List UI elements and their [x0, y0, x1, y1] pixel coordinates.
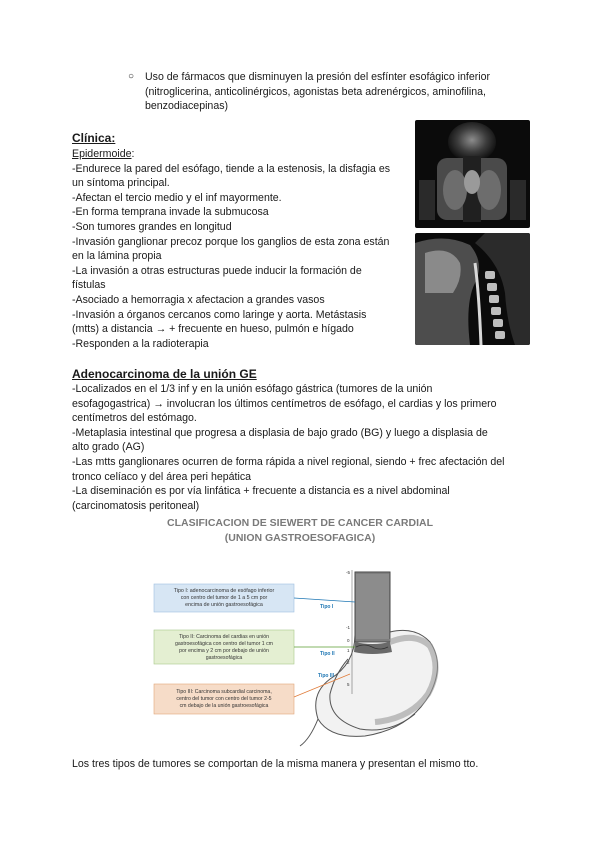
- scale-tick: 0: [347, 638, 350, 643]
- tipo3-label: Tipo III: [318, 673, 335, 679]
- tipo2-box-line: gastroesofágica con centro del tumor 1 cm: [174, 641, 274, 647]
- tipo2-box-line: gastroesofágica: [205, 655, 243, 661]
- tipo1-box-line: con centro del tumor de 1 a 5 cm por: [180, 595, 268, 601]
- tipo1-label: Tipo I: [320, 604, 334, 610]
- adenocarcinoma-heading: Adenocarcinoma de la unión GE: [72, 367, 257, 381]
- mri-coronal-image: [415, 120, 530, 228]
- adeno-line: -Las mtts ganglionares ocurren de forma rápida a nivel regional, siendo + frec afectación del: [72, 455, 505, 468]
- scale-tick: -1: [346, 625, 351, 630]
- scale-tick: -5: [346, 570, 351, 575]
- epidermoide-label: Epidermoide: [72, 148, 132, 160]
- adeno-line: (carcinomatosis peritoneal): [72, 499, 200, 512]
- clinica-line: -Invasión ganglionar precoz porque los ganglios de esta zona están: [72, 235, 390, 248]
- bullet-line: (nitroglicerina, anticolinérgicos, agonistas beta adrenérgicos, aminofilina,: [145, 85, 486, 98]
- clinica-section: [72, 131, 390, 351]
- bullet-marker: ○: [128, 71, 135, 82]
- bullet-line: Uso de fármacos que disminuyen la presión del esfínter esofágico inferior: [145, 71, 491, 83]
- clinica-line: -Afectan el tercio medio y el inf mayormente.: [72, 191, 282, 204]
- adeno-line: centímetros del estómago.: [72, 412, 197, 425]
- tipo2-label: Tipo II: [320, 651, 335, 657]
- clinica-line: fístulas: [72, 279, 106, 292]
- clinica-line: (mtts) a distancia → + frecuente en hueso, pulmón e hígado: [72, 323, 354, 336]
- clinica-line: en la lámina propia: [72, 250, 162, 263]
- adeno-line: alto grado (AG): [72, 441, 145, 454]
- tipo2-box-line: por encima y 2 cm por debajo de unión: [179, 648, 269, 654]
- clinica-line: -La invasión a otras estructuras puede inducir la formación de: [72, 264, 362, 277]
- clinica-line: -En forma temprana invade la submucosa: [72, 206, 269, 219]
- mri-sagittal-image: [415, 233, 530, 345]
- tipo1-box-line: Tipo I: adenocarcinoma de esófago inferior: [173, 588, 275, 594]
- scale-tick: 5: [347, 682, 350, 687]
- scale-tick: 1: [347, 648, 350, 653]
- clinica-line: -Asociado a hemorragia x afectacion a grandes vasos: [72, 293, 325, 306]
- tipo3-box-line: cm debajo de la unión gastroesofágica: [179, 703, 269, 709]
- clinica-line: -Invasión a órganos cercanos como laringe y aorta. Metástasis: [72, 308, 367, 321]
- closing-sentence: Los tres tipos de tumores se comportan de la misma manera y presentan el mismo tto.: [72, 758, 479, 770]
- tipo3-box-line: Tipo III: Carcinoma subcardial carcinoma,: [176, 689, 272, 695]
- epidermoide-subheading: [72, 147, 390, 162]
- bullet-line: benzodiacepinas): [145, 100, 229, 113]
- adeno-line: esofagogastrica) → involucran los últimos centímetros de esófago, el cardias y los primero: [72, 397, 497, 410]
- epidermoide-colon: :: [131, 148, 135, 160]
- clinica-line: -Endurece la pared del esófago, tiende a la estenosis, la disfagia es: [72, 162, 391, 175]
- adenocarcinoma-section: [72, 367, 505, 513]
- adeno-line: -Localizados en el 1/3 inf y en la unión esófago gástrica (tumores de la unión: [72, 383, 433, 395]
- clinica-line: un síntoma principal.: [72, 177, 170, 190]
- clinica-line: -Son tumores grandes en longitud: [72, 220, 232, 233]
- diagram-title-line1: CLASIFICACION DE SIEWERT DE CANCER CARDIAL: [166, 517, 434, 529]
- adeno-line: tronco celíaco y del área peri hepática: [72, 470, 252, 483]
- adeno-line: -La diseminación es por vía linfática + frecuente a distancia es a nivel abdominal: [72, 485, 450, 498]
- tipo3-box-line: centro del tumor con centro del tumor 2-5: [176, 696, 272, 702]
- esophagus-stomach-drawing: [300, 572, 438, 746]
- diagram-title-line2: (UNION GASTROESOFAGICA): [224, 532, 376, 544]
- tipo1-box-line: encima de unión gastroesofágica: [185, 602, 263, 608]
- tipo2-box-line: Tipo II: Carcinoma del cardias en unión: [178, 634, 270, 640]
- tipo1-pointer: [294, 598, 355, 602]
- clinica-line: -Responden a la radioterapia: [72, 337, 209, 350]
- scale-tick: 2: [347, 660, 350, 665]
- adeno-line: -Metaplasia intestinal que progresa a displasia de bajo grado (BG) y luego a displasia de: [72, 426, 488, 439]
- clinica-heading: Clínica:: [72, 131, 116, 145]
- siewert-diagram: [150, 514, 450, 754]
